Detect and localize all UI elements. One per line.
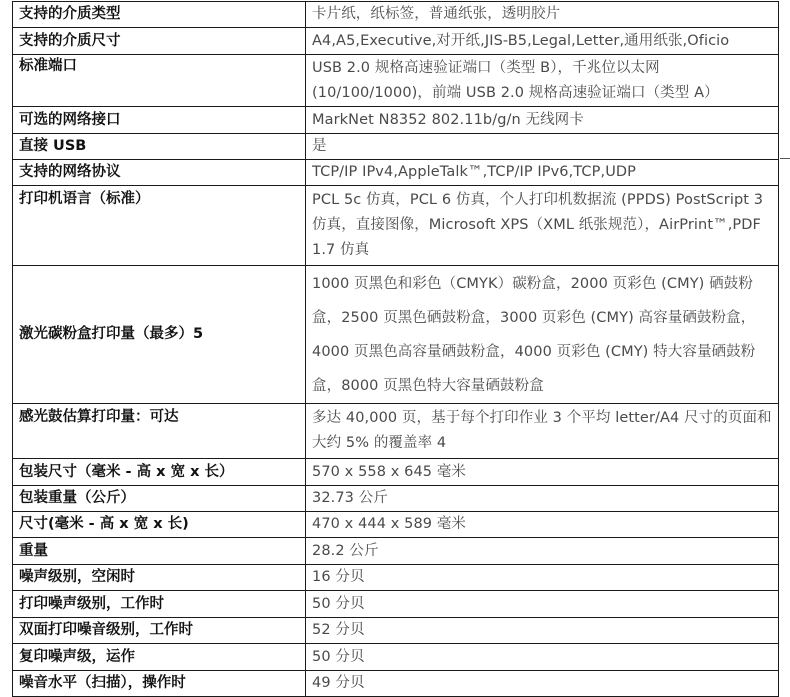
spec-label: 打印噪声级别，工作时 — [13, 591, 306, 618]
spec-value: 50 分贝 — [306, 591, 779, 618]
spec-row — [13, 134, 779, 160]
spec-row — [13, 2, 779, 28]
spec-row — [13, 459, 779, 486]
spec-label: 支持的介质尺寸 — [13, 28, 306, 55]
spec-label: 重量 — [13, 538, 306, 565]
spec-label: 尺寸(毫米 - 高 x 宽 x 长) — [13, 512, 306, 538]
spec-table — [12, 1, 779, 697]
edge-divider — [780, 158, 790, 159]
spec-label: 激光碳粉盒打印量（最多）5 — [13, 266, 306, 404]
spec-row — [13, 28, 779, 55]
spec-row — [13, 644, 779, 671]
spec-row — [13, 671, 779, 697]
spec-label: 标准端口 — [13, 55, 306, 107]
spec-value: 52 分贝 — [306, 618, 779, 644]
spec-value: MarkNet N8352 802.11b/g/n 无线网卡 — [306, 107, 779, 134]
spec-label: 噪音水平（扫描），操作时 — [13, 671, 306, 697]
spec-label: 支持的介质类型 — [13, 2, 306, 28]
spec-value: 16 分贝 — [306, 565, 779, 591]
spec-label: 打印机语言（标准） — [13, 186, 306, 266]
spec-label: 可选的网络接口 — [13, 107, 306, 134]
spec-value: 卡片纸，纸标签，普通纸张，透明胶片 — [306, 2, 779, 28]
spec-value: A4,A5,Executive,对开纸,JIS-B5,Legal,Letter,通用纸张,Oficio — [306, 28, 779, 55]
spec-value: 470 x 444 x 589 毫米 — [306, 512, 779, 538]
spec-row — [13, 160, 779, 186]
spec-label: 双面打印噪音级别，工作时 — [13, 618, 306, 644]
spec-row — [13, 107, 779, 134]
spec-label: 包装重量（公斤） — [13, 486, 306, 512]
spec-value: 是 — [306, 134, 779, 160]
spec-value: 50 分贝 — [306, 644, 779, 671]
spec-value: 49 分贝 — [306, 671, 779, 697]
spec-label: 直接 USB — [13, 134, 306, 160]
spec-row — [13, 618, 779, 644]
spec-label: 复印噪声级，运作 — [13, 644, 306, 671]
spec-value: 570 x 558 x 645 毫米 — [306, 459, 779, 486]
spec-value: USB 2.0 规格高速验证端口（类型 B），千兆位以太网 (10/100/1000)，前端 USB 2.0 规格高速验证端口（类型 A） — [306, 55, 779, 107]
spec-row — [13, 538, 779, 565]
spec-label: 噪声级别，空闲时 — [13, 565, 306, 591]
spec-value: 28.2 公斤 — [306, 538, 779, 565]
spec-row — [13, 591, 779, 618]
spec-row — [13, 186, 779, 266]
spec-value: 1000 页黑色和彩色（CMYK）碳粉盒，2000 页彩色 (CMY) 硒鼓粉盒，2500 页黑色硒鼓粉盒，3000 页彩色 (CMY) 高容量硒鼓粉盒，4000 页黑色高容量硒鼓粉盒，4000 页彩色 (CMY) 特大容量硒鼓粉盒，8000 页黑色特大容量硒鼓粉盒 — [306, 266, 779, 404]
spec-row — [13, 55, 779, 107]
spec-value: TCP/IP IPv4,AppleTalk™,TCP/IP IPv6,TCP,UDP — [306, 160, 779, 186]
spec-label: 包装尺寸（毫米 - 高 x 宽 x 长） — [13, 459, 306, 486]
spec-row — [13, 512, 779, 538]
spec-row — [13, 565, 779, 591]
spec-label: 支持的网络协议 — [13, 160, 306, 186]
spec-value: 多达 40,000 页，基于每个打印作业 3 个平均 letter/A4 尺寸的页面和大约 5% 的覆盖率 4 — [306, 404, 779, 459]
spec-row — [13, 266, 779, 404]
spec-row — [13, 404, 779, 459]
spec-value: PCL 5c 仿真，PCL 6 仿真，个人打印机数据流 (PPDS) PostScript 3 仿真，直接图像，Microsoft XPS（XML 纸张规范），AirPrint™,PDF 1.7 仿真 — [306, 186, 779, 266]
spec-value: 32.73 公斤 — [306, 486, 779, 512]
spec-label: 感光鼓估算打印量：可达 — [13, 404, 306, 459]
spec-row — [13, 486, 779, 512]
